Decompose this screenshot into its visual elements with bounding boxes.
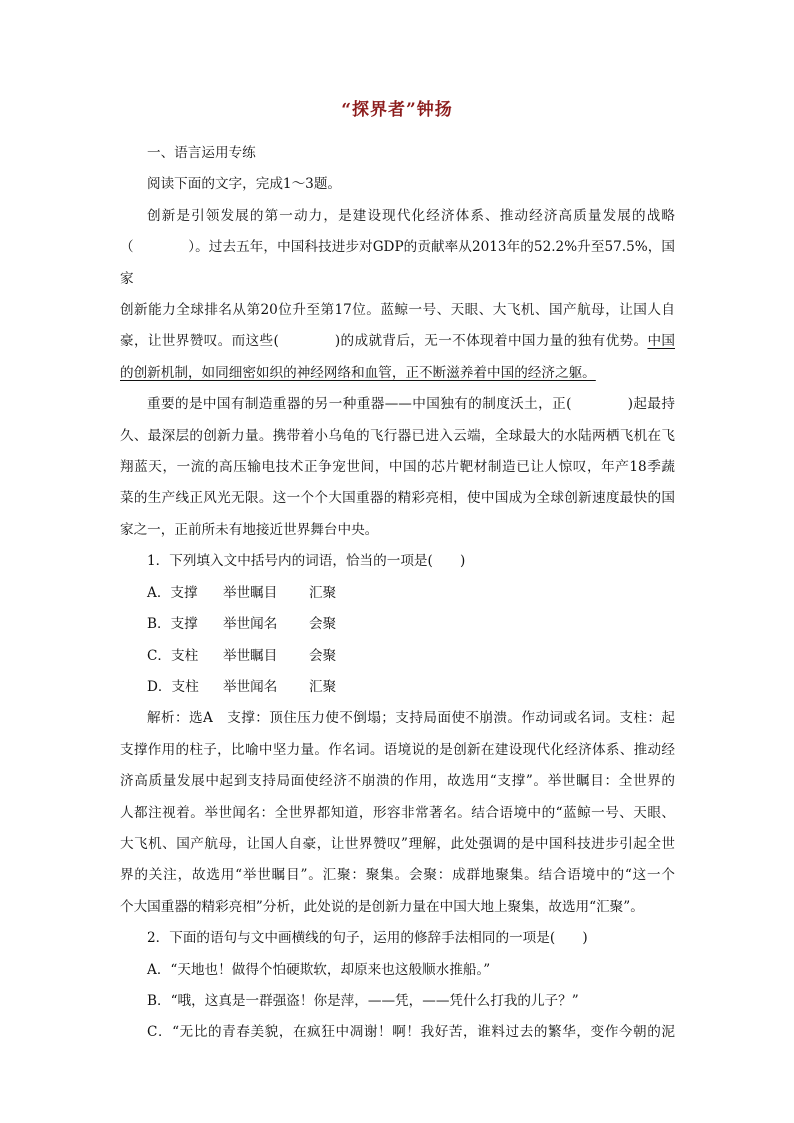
passage-line: 翔蓝天，一流的高压输电技术正争宠世间，中国的芯片靶材制造已让人惊叹，年产18季蔬 <box>120 459 675 476</box>
passage-line <box>120 358 675 389</box>
underlined-sentence: 的创新机制，如同细密如织的神经网络和血管，正不断滋养着中国的经济之躯。 <box>120 364 596 381</box>
question-2-option-a: A．“天地也！做得个怕硬欺软，却原来也这般顺水推船。” <box>147 961 491 978</box>
option-word-2: 举世闻名 <box>223 616 278 633</box>
option-word-1: B．支撑 <box>147 616 198 633</box>
passage-line-text: 豪，让世界赞叹。而这些( )的成就背后，无一不体现着中国力量的独有优势。 <box>120 333 648 350</box>
option-word-2: 举世瞩目 <box>223 647 278 664</box>
passage-line: 菜的生产线正风光无限。这一个个大国重器的精彩亮相，使中国成为全球创新速度最快的国 <box>120 490 675 507</box>
option-word-3: 会聚 <box>309 616 337 633</box>
question-2-option-b: B．“哦，这真是一群强盗！你是萍，——凭，——凭什么打我的儿子？” <box>147 992 579 1009</box>
option-word-1: A．支撑 <box>147 584 198 601</box>
option-word-2: 举世闻名 <box>223 678 278 695</box>
option-word-3: 汇聚 <box>309 584 337 601</box>
analysis-line: 个大国重器的精彩亮相”分析，此处说的是创新力量在中国大地上聚集，故选用“汇聚”。 <box>120 898 644 915</box>
analysis-line: 人都注视着。举世闻名：全世界都知道，形容非常著名。结合语境中的“蓝鲸一号、天眼、 <box>120 804 675 821</box>
analysis-line: 济高质量发展中起到支持局面使经济不崩溃的作用，故选用“支撑”。举世瞩目：全世界的 <box>120 773 675 790</box>
question-1-option-a <box>120 578 675 609</box>
passage-line: 创新能力全球排名从第20位升至第17位。蓝鲸一号、天眼、大飞机、国产航母，让国人自 <box>120 302 675 319</box>
question-1-stem: 1．下列填入文中括号内的词语，恰当的一项是( ) <box>147 553 466 570</box>
question-1-option-b <box>120 609 675 640</box>
instruction-text: 阅读下面的文字，完成1～3题。 <box>147 176 342 193</box>
passage-line: 家之一，正前所未有地接近世界舞台中央。 <box>120 521 379 538</box>
analysis-line: 解析：选A 支撑：顶住压力使不倒塌；支持局面使不崩溃。作动词或名词。支柱：起 <box>147 710 675 727</box>
option-word-1: D．支柱 <box>147 678 199 695</box>
question-1-option-d <box>120 672 675 703</box>
option-word-1: C．支柱 <box>147 647 199 664</box>
option-word-3: 会聚 <box>309 647 337 664</box>
document-body <box>120 138 675 1049</box>
analysis-line: 支撑作用的柱子，比喻中坚力量。作名词。语境说的是创新在建设现代化经济体系、推动经 <box>120 741 675 758</box>
analysis-line: 大飞机、国产航母，让国人自豪，让世界赞叹”理解，此处强调的是中国科技进步引起全世 <box>120 835 675 852</box>
passage-line: 创新是引领发展的第一动力，是建设现代化经济体系、推动经济高质量发展的战略 <box>147 207 675 224</box>
question-1-option-c <box>120 641 675 672</box>
option-word-2: 举世瞩目 <box>223 584 278 601</box>
question-2-option-c: C．“无比的青春美貌，在疯狂中凋谢！啊！我好苦，谁料过去的繁华，变作今朝的泥 <box>147 1024 675 1041</box>
question-2-stem: 2．下面的语句与文中画横线的句子，运用的修辞手法相同的一项是( ) <box>147 930 588 947</box>
passage-line: （ ）。过去五年，中国科技进步对GDP的贡献率从2013年的52.2%升至57.5%，国家 <box>120 239 675 287</box>
underlined-sentence: 中国 <box>647 333 675 350</box>
passage-line <box>120 326 675 357</box>
option-word-3: 汇聚 <box>309 678 337 695</box>
passage-line: 久、最深层的创新力量。携带着小乌龟的飞行器已进入云端，全球最大的水陆两栖飞机在飞 <box>120 427 675 444</box>
analysis-line: 界的关注，故选用“举世瞩目”。汇聚：聚集。会聚：成群地聚集。结合语境中的“这一个 <box>120 867 675 884</box>
page-title: “探界者”钟扬 <box>341 100 453 120</box>
section-heading: 一、语言运用专练 <box>147 145 256 161</box>
passage-line: 重要的是中国有制造重器的另一种重器——中国独有的制度沃土，正( )起最持 <box>147 396 675 413</box>
